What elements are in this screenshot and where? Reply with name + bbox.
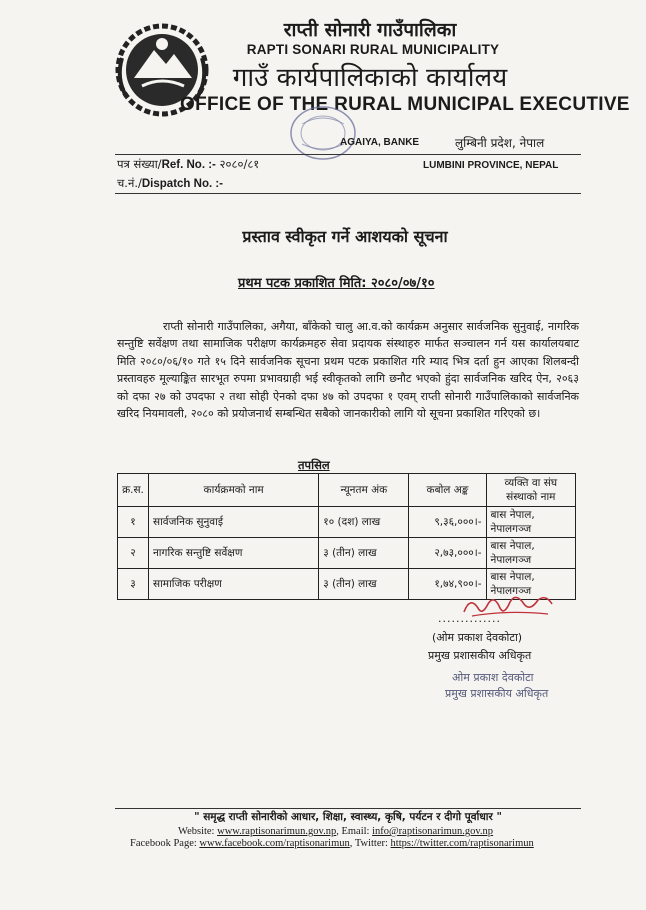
- table-caption: तपसिल: [298, 458, 330, 472]
- signatory-title: प्रमुख प्रशासकीय अधिकृत: [428, 649, 532, 662]
- reference-divider: [115, 193, 581, 194]
- col-program-name: कार्यक्रमको नाम: [148, 474, 318, 507]
- publication-date: प्रथम पटक प्रकाशित मिति: २०८०/०७/१०: [238, 276, 435, 291]
- col-bid-amount: कबोल अङ्क: [409, 474, 486, 507]
- reference-number: पत्र संख्या/Ref. No. :- २०८०/८१: [117, 157, 260, 171]
- email-link[interactable]: info@raptisonarimun.gov.np: [372, 826, 494, 837]
- facebook-link[interactable]: www.facebook.com/raptisonarimun: [199, 838, 350, 849]
- footer-social-line: Facebook Page: www.facebook.com/raptisonarimun, Twitter: https://twitter.com/raptisonarimun: [130, 838, 534, 849]
- notice-title: प्रस्ताव स्वीकृत गर्ने आशयको सूचना: [242, 227, 448, 246]
- signatory-stamp-title: प्रमुख प्रशासकीय अधिकृत: [445, 687, 549, 700]
- table-row: १ सार्वजनिक सुनुवाई १० (दश) लाख ९,३६,०००।- बास नेपाल, नेपालगञ्ज: [118, 507, 576, 538]
- col-minimum: न्यूनतम अंक: [319, 474, 409, 507]
- table-header-row: [118, 474, 576, 507]
- table-row: ३ सामाजिक परीक्षण ३ (तीन) लाख १,७४,९००।- बास नेपाल, नेपालगञ्ज: [118, 569, 576, 600]
- signatory-stamp-name: ओम प्रकाश देवकोटा: [452, 671, 534, 684]
- footer-motto: " समृद्ध राप्ती सोनारीको आधार, शिक्षा, स्वास्थ्य, कृषि, पर्यटन र दीगो पूर्वाधार ": [194, 811, 502, 823]
- header-divider: [115, 154, 581, 155]
- office-name-nepali: गाउँ कार्यपालिकाको कार्यालय: [232, 63, 508, 93]
- province-nepali: लुम्बिनी प्रदेश, नेपाल: [455, 136, 545, 150]
- website-link[interactable]: www.raptisonarimun.gov.np: [217, 826, 337, 837]
- municipality-name-english: RAPTI SONARI RURAL MUNICIPALITY: [246, 42, 500, 57]
- col-organization: व्यक्ति वा संघ संस्थाको नाम: [486, 474, 575, 507]
- notice-body: राप्ती सोनारी गाउँपालिका, अगैया, बाँकेको चालु आ.व.को कार्यक्रम अनुसार सार्वजनिक सुनुवाई, नागरिक सन्तुष्टि सर्वेक्षण तथा सामाजिक परीक्षण कार्यक्रमहरु सेवा प्रदायक संस्थाहरु मार्फत सञ्चालन गर्न यस कार्यालयबाट मिति २०८०/०६/१० गते १५ दिने सार्वजनिक सूचना प्रथम पटक प्रकाशित गरि म्याद भित्र दर्ता हुन आएका शिलबन्दी प्रस्तावहरु मूल्याङ्कित सारभूत रुपमा प्रभावग्राही भई स्वीकृतको लागि छनौट भएको हुंदा सार्वजनिक खरिद ऐन, २०६३ को दफा २७ को उपदफा २ तथा सोही ऐनको दफा ४७ को उपदफा १ एवम् राप्ती सोनारी गाउँपालिकाको सार्वजनिक खरिद नियमावली, २०८० को प्रयोजनार्थ सम्बन्धित सबैको जानकारीको लागि यो सूचना प्रकाशित गरिएको छ।: [117, 320, 579, 421]
- twitter-link[interactable]: https://twitter.com/raptisonarimun: [390, 838, 534, 849]
- table-row: २ नागरिक सन्तुष्टि सर्वेक्षण ३ (तीन) लाख २,७३,०००।- बास नेपाल, नेपालगञ्ज: [118, 538, 576, 569]
- signature-line: ..............: [438, 612, 501, 625]
- col-serial: क्र.स.: [118, 474, 149, 507]
- signatory-name: (ओम प्रकाश देवकोटा): [432, 631, 523, 644]
- footer-divider: [115, 808, 581, 809]
- municipality-name-nepali: राप्ती सोनारी गाउँपालिका: [283, 19, 457, 41]
- office-name-english: OFFICE OF THE RURAL MUNICIPAL EXECUTIVE: [180, 94, 630, 115]
- footer-contact-line: Website: www.raptisonarimun.gov.np, Email: info@raptisonarimun.gov.np: [178, 826, 494, 837]
- office-address: AGAIYA, BANKE: [340, 137, 420, 148]
- program-table: [117, 473, 576, 600]
- province-english: LUMBINI PROVINCE, NEPAL: [423, 160, 559, 171]
- dispatch-number: च.नं./Dispatch No. :-: [117, 176, 224, 190]
